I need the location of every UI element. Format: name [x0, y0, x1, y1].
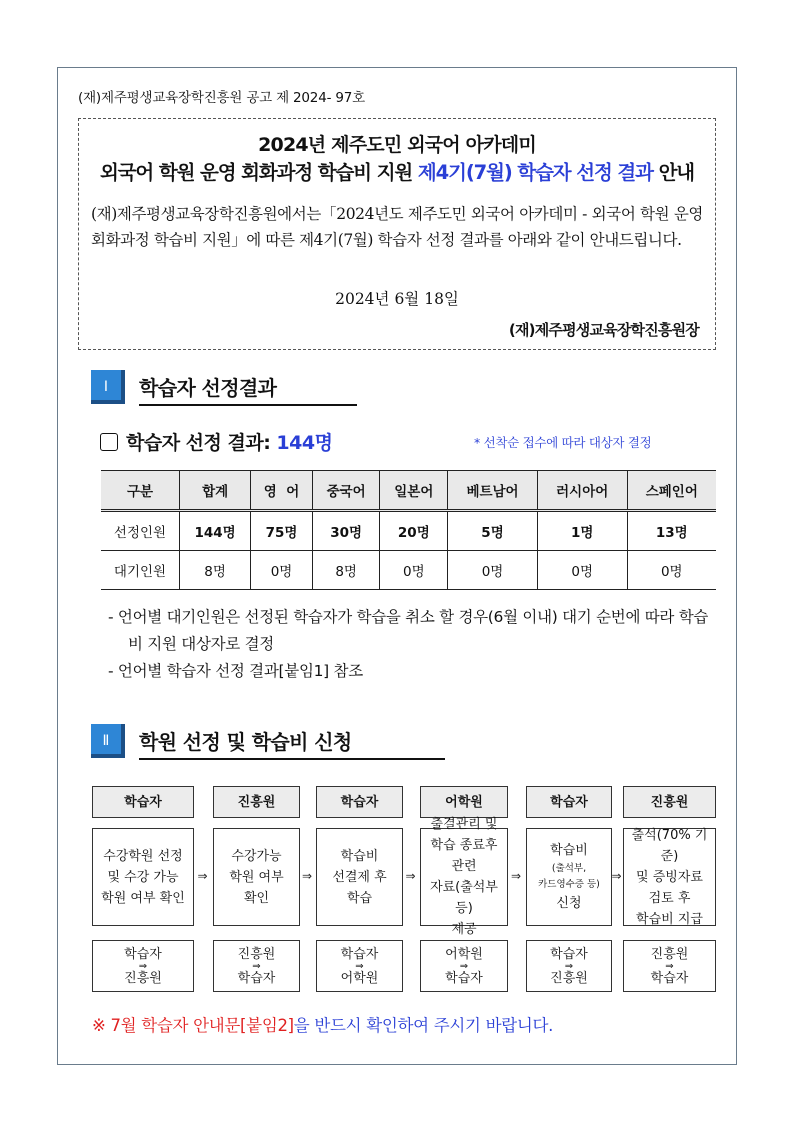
- table-cell: 0명: [448, 551, 538, 590]
- down-arrow-icon: ⇒: [138, 960, 148, 972]
- section1-notes: [108, 604, 718, 685]
- flow-direction: [213, 940, 300, 992]
- table-cell: 0명: [380, 551, 448, 590]
- title-part-a: 외국어 학원 운영 회화과정 학습비 지원: [99, 161, 418, 184]
- flow-direction-from: 학습자: [340, 946, 379, 962]
- flow-desc-line: 학원 여부: [229, 869, 284, 885]
- flow-desc-line: (출석부,: [551, 863, 587, 874]
- flow-actor-header: 진흥원: [213, 786, 300, 818]
- flow-desc-line: 제공: [451, 922, 477, 937]
- flow-desc-line: 학습비: [550, 843, 588, 858]
- section2-title: 학원 선정 및 학습비 신청: [139, 730, 352, 754]
- notice-date: 2024년 6월 18일: [335, 290, 459, 308]
- flow-direction: [420, 940, 508, 992]
- down-arrow-icon: ⇒: [665, 960, 674, 972]
- flow-direction-to: 학습자: [650, 970, 689, 986]
- flow-desc-line: 및 증빙자료: [636, 869, 703, 885]
- result-note: * 선착순 접수에 따라 대상자 결정: [474, 435, 652, 450]
- flow-step-description: [623, 828, 716, 926]
- flow-actor-header: 학습자: [316, 786, 403, 818]
- flow-step-description: [213, 828, 300, 926]
- flow-direction-from: 학습자: [550, 946, 588, 962]
- flow-desc-line: 학습비 지급: [636, 911, 703, 927]
- section1-number: Ⅰ: [91, 370, 125, 404]
- table-cell: 8명: [312, 551, 380, 590]
- flow-desc-line: 신청: [556, 896, 582, 911]
- note-item: - 언어별 학습자 선정 결과[붙임1] 참조: [108, 662, 363, 680]
- table-cell: 0명: [537, 551, 627, 590]
- flow-direction-to: 학습자: [237, 970, 276, 986]
- flow-desc-line: 수강가능: [231, 848, 282, 864]
- table-cell: 선정인원: [101, 511, 180, 551]
- right-arrow-icon: ⇒: [197, 869, 208, 883]
- flow-step-description: [526, 828, 612, 926]
- flow-desc-line: 검토 후: [648, 890, 691, 906]
- final-notice: [92, 1012, 553, 1036]
- table-cell: 0명: [627, 551, 716, 590]
- result-label: 학습자 선정 결과:: [126, 432, 277, 454]
- flow-step-description: [92, 828, 194, 926]
- title-part-highlight: 제4기(7월) 학습자 선정 결과: [417, 161, 653, 184]
- table-cell: 8명: [180, 551, 251, 590]
- section2-underline: [139, 758, 445, 760]
- flow-direction: [526, 940, 612, 992]
- flow-desc-line: 선결제 후: [332, 869, 387, 885]
- right-arrow-icon: ⇒: [302, 869, 313, 883]
- notice-body: (재)제주평생교육장학진흥원에서는「2024년도 제주도민 외국어 아카데미 - 외국어 학원 운영 회화과정 학습비 지원」에 따른 제4기(7월) 학습자 선정 결과를 아래와 같이 안내드립니다.: [91, 205, 703, 249]
- flow-desc-line: 자료(출석부 등): [430, 880, 498, 916]
- flow-direction: [316, 940, 403, 992]
- flow-desc-line: 관련: [451, 859, 477, 874]
- flow-desc-line: 카드영수증 등): [538, 879, 600, 890]
- flow-direction-from: 학습자: [124, 946, 162, 962]
- flow-desc-line: 출결관리 및: [430, 817, 498, 832]
- flow-step-description: [316, 828, 403, 926]
- table-row: [101, 551, 716, 590]
- flow-desc-line: 학원 여부 확인: [101, 890, 185, 906]
- right-arrow-icon: ⇒: [405, 869, 416, 883]
- table-header: 구분: [101, 471, 180, 511]
- notice-number: (재)제주평생교육장학진흥원 공고 제 2024- 97호: [78, 90, 365, 106]
- right-arrow-icon: ⇒: [611, 869, 622, 883]
- table-cell: 13명: [627, 511, 716, 551]
- notice-title-line1: 2024년 제주도민 외국어 아카데미: [258, 134, 536, 156]
- flow-direction-to: 어학원: [340, 970, 379, 986]
- flow-direction-from: 진흥원: [237, 946, 276, 962]
- flow-desc-line: 및 수강 가능: [107, 869, 179, 885]
- result-count: 144명: [276, 432, 333, 454]
- down-arrow-icon: ⇒: [459, 960, 469, 972]
- flow-direction-to: 학습자: [445, 970, 483, 986]
- flow-direction-from: 어학원: [445, 946, 483, 962]
- table-row: [101, 511, 716, 551]
- result-summary: [100, 428, 332, 455]
- flow-desc-line: 수강학원 선정: [103, 848, 183, 864]
- table-cell: 20명: [380, 511, 448, 551]
- table-header: 합계: [180, 471, 251, 511]
- flow-direction: [92, 940, 194, 992]
- right-arrow-icon: ⇒: [511, 869, 522, 883]
- table-cell: 1명: [537, 511, 627, 551]
- reference-mark-icon: ※: [92, 1016, 106, 1035]
- flow-direction-to: 진흥원: [124, 970, 162, 986]
- table-cell: 대기인원: [101, 551, 180, 590]
- flow-step-description: [420, 817, 508, 937]
- flow-actor-header: 학습자: [92, 786, 194, 818]
- table-cell: 144명: [180, 511, 251, 551]
- down-arrow-icon: ⇒: [355, 960, 364, 972]
- flow-desc-line: 학습 종료후: [430, 838, 498, 853]
- flow-direction: [623, 940, 716, 992]
- final-notice-highlight: 7월 학습자 안내문[붙임2]: [105, 1016, 294, 1035]
- flow-desc-line: 출석(70% 기준): [631, 827, 708, 864]
- flow-actor-header: 진흥원: [623, 786, 716, 818]
- note-item: - 언어별 대기인원은 선정된 학습자가 학습을 취소 할 경우(6월 이내) 대기 순번에 따라 학습비 지원 대상자로 결정: [108, 608, 709, 653]
- table-cell: 0명: [251, 551, 313, 590]
- table-header: 일본어: [380, 471, 448, 511]
- table-header: 러시아어: [537, 471, 627, 511]
- table-cell: 5명: [448, 511, 538, 551]
- section1-underline: [139, 404, 357, 406]
- flow-desc-line: 학습: [346, 890, 373, 906]
- table-cell: 30명: [312, 511, 380, 551]
- flow-actor-header: 학습자: [526, 786, 612, 818]
- table-header-row: [101, 471, 716, 511]
- table-cell: 75명: [251, 511, 313, 551]
- notice-issuer: (재)제주평생교육장학진흥원장: [508, 321, 699, 339]
- checkbox-icon: [100, 433, 118, 451]
- down-arrow-icon: ⇒: [564, 960, 574, 972]
- down-arrow-icon: ⇒: [252, 960, 261, 972]
- selection-table: [101, 470, 716, 590]
- table-header: 스페인어: [627, 471, 716, 511]
- flow-direction-from: 진흥원: [650, 946, 689, 962]
- flow-desc-line: 학습비: [340, 848, 379, 864]
- final-notice-text: 을 반드시 확인하여 주시기 바랍니다.: [293, 1016, 554, 1035]
- table-header: 베트남어: [448, 471, 538, 511]
- flow-actor-header: 어학원: [420, 786, 508, 818]
- table-header: 영 어: [251, 471, 313, 511]
- flow-desc-line: 확인: [243, 890, 270, 906]
- notice-box: [78, 118, 716, 350]
- notice-title-line2: [79, 157, 715, 185]
- flow-direction-to: 진흥원: [550, 970, 588, 986]
- section2-number: Ⅱ: [91, 724, 125, 758]
- title-part-c: 안내: [652, 161, 695, 184]
- table-header: 중국어: [312, 471, 380, 511]
- section1-title: 학습자 선정결과: [139, 376, 277, 400]
